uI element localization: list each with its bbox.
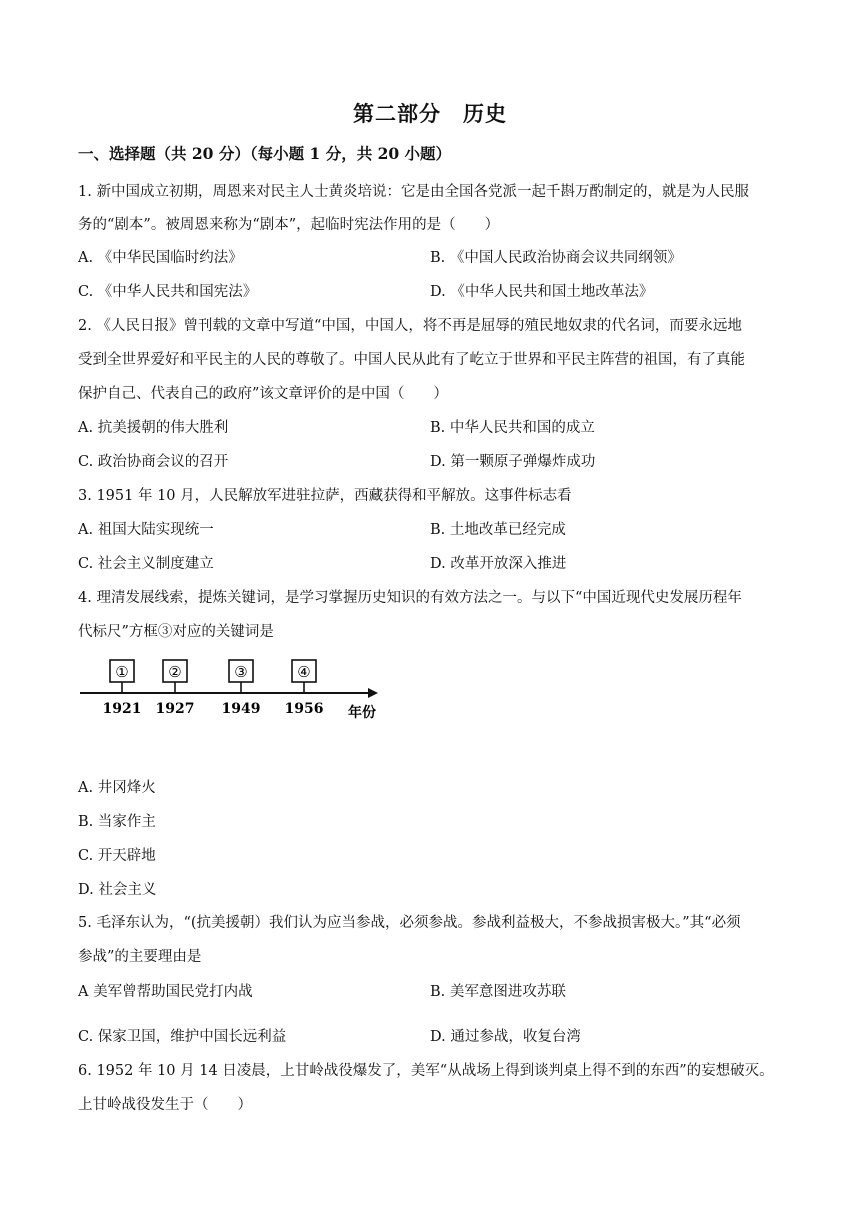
timeline-marker-3 bbox=[222, 660, 261, 717]
question-5-stem-line-1: 5. 毛泽东认为，“(抗美援朝）我们认为应当参战，必须参战。参战利益极大，不参战损害极大。”其“必须 bbox=[78, 915, 741, 931]
question-4-stem-line-1: 4. 理清发展线索，提炼关键词，是学习掌握历史知识的有效方法之一。与以下“中国近现代史发展历程年 bbox=[78, 590, 742, 606]
question-3-option-d: D. 改革开放深入推进 bbox=[430, 556, 567, 572]
timeline-box-3: ③ bbox=[234, 663, 248, 681]
question-6-stem-line-2: 上甘岭战役发生于（ ） bbox=[78, 1097, 252, 1113]
question-2-option-d: D. 第一颗原子弹爆炸成功 bbox=[430, 454, 596, 470]
question-5-option-a: A 美军曾帮助国民党打内战 bbox=[78, 984, 253, 1000]
question-5-option-b: B. 美军意图进攻苏联 bbox=[430, 984, 566, 1000]
timeline-marker-4 bbox=[285, 660, 324, 717]
question-4-option-d: D. 社会主义 bbox=[78, 882, 157, 898]
question-5-option-d: D. 通过参战，收复台湾 bbox=[430, 1029, 581, 1045]
timeline-box-1: ① bbox=[115, 663, 129, 681]
question-1-stem-line-1: 1. 新中国成立初期，周恩来对民主人士黄炎培说：它是由全国各党派一起千斟万酌制定的，就是为人民服 bbox=[78, 184, 749, 200]
section-heading: 一、选择题（共 20 分）（每小题 1 分，共 20 小题） bbox=[78, 144, 452, 163]
question-6-stem-line-1: 6. 1952 年 10 月 14 日凌晨，上甘岭战役爆发了，美军“从战场上得到谈判桌上得不到的东西”的妄想破灭。 bbox=[78, 1063, 774, 1079]
timeline-marker-1 bbox=[103, 660, 142, 717]
question-4-option-c: C. 开天辟地 bbox=[78, 848, 156, 864]
question-1-option-d: D. 《中华人民共和国土地改革法》 bbox=[430, 284, 654, 300]
timeline-box-4: ④ bbox=[297, 663, 311, 681]
question-5-stem-line-2: 参战”的主要理由是 bbox=[78, 949, 202, 965]
timeline-axis-label: 年份 bbox=[348, 705, 376, 721]
question-5-option-c: C. 保家卫国，维护中国长远利益 bbox=[78, 1029, 287, 1045]
question-2-stem-line-1: 2. 《人民日报》曾刊载的文章中写道“中国，中国人，将不再是屈辱的殖民地奴隶的代名词，而要永远地 bbox=[78, 318, 742, 334]
question-4-option-a: A. 井冈烽火 bbox=[78, 780, 156, 796]
question-2-stem-line-2: 受到全世界爱好和平民主的人民的尊敬了。中国人民从此有了屹立于世界和平民主阵营的祖国，有了真能 bbox=[78, 352, 745, 368]
question-1-stem-line-2: 务的“剧本”。被周恩来称为“剧本”，起临时宪法作用的是（ ） bbox=[78, 217, 500, 233]
question-1-option-b: B. 《中国人民政治协商会议共同纲领》 bbox=[430, 250, 682, 266]
question-4-option-b: B. 当家作主 bbox=[78, 814, 156, 830]
page-title: 第二部分 历史 bbox=[353, 101, 507, 126]
question-2-stem-line-3: 保护自己、代表自己的政府”该文章评价的是中国（ ） bbox=[78, 386, 448, 402]
question-3-option-a: A. 祖国大陆实现统一 bbox=[78, 522, 214, 538]
question-3-stem-line-1: 3. 1951 年 10 月，人民解放军进驻拉萨，西藏获得和平解放。这事件标志看 bbox=[78, 488, 572, 504]
question-4-stem-line-2: 代标尺”方框③对应的关键词是 bbox=[78, 624, 274, 640]
question-2-option-c: C. 政治协商会议的召开 bbox=[78, 454, 229, 470]
timeline-year-1: 1921 bbox=[102, 701, 142, 717]
question-1-option-c: C. 《中华人民共和国宪法》 bbox=[78, 284, 258, 300]
timeline-figure bbox=[70, 655, 400, 725]
timeline-year-3: 1949 bbox=[221, 701, 261, 717]
timeline-box-2: ② bbox=[168, 663, 182, 681]
timeline-marker-2 bbox=[156, 660, 195, 717]
timeline-year-2: 1927 bbox=[155, 701, 195, 717]
question-3-option-c: C. 社会主义制度建立 bbox=[78, 556, 214, 572]
question-3-option-b: B. 土地改革已经完成 bbox=[430, 522, 566, 538]
question-2-option-b: B. 中华人民共和国的成立 bbox=[430, 420, 595, 436]
arrow-icon bbox=[368, 688, 378, 698]
question-2-option-a: A. 抗美援朝的伟大胜利 bbox=[78, 420, 229, 436]
timeline-year-4: 1956 bbox=[284, 701, 324, 717]
question-1-option-a: A. 《中华民国临时约法》 bbox=[78, 250, 243, 266]
